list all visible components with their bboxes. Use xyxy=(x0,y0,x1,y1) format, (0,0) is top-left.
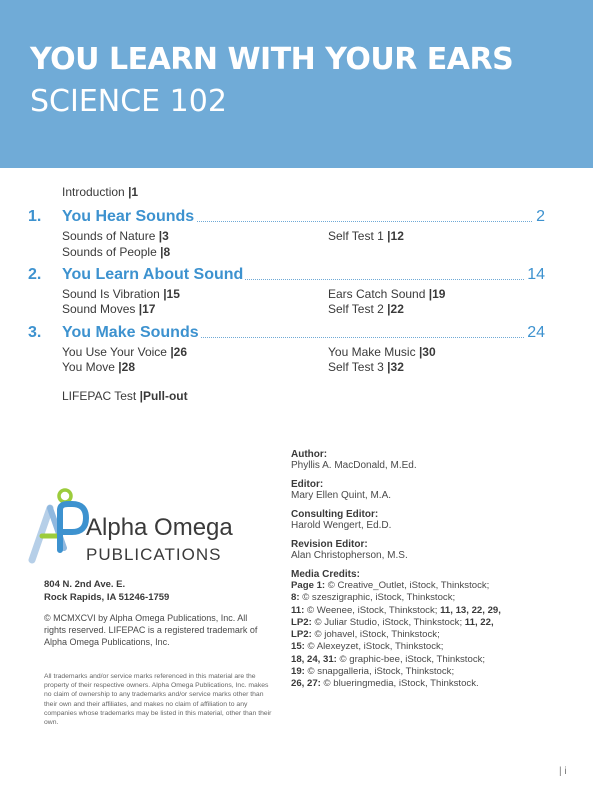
toc-section xyxy=(328,345,436,359)
media-credit-line: Page 1: © Creative_Outlet, iStock, Thinkstock; xyxy=(291,580,490,591)
media-credit-line: 15: © Alexeyzet, iStock, Thinkstock; xyxy=(291,641,444,653)
unit-title: You Learn About Sound xyxy=(62,266,244,283)
book-title: YOU LEARN WITH YOUR EARS xyxy=(30,42,514,77)
media-credit-line: LP2: © johavel, iStock, Thinkstock; xyxy=(291,629,440,641)
section-page: |17 xyxy=(138,302,156,316)
toc-lifepac-test xyxy=(62,389,188,403)
section-page: |22 xyxy=(387,302,404,316)
page-number: | i xyxy=(559,766,567,777)
media-credits-list xyxy=(291,580,581,691)
title-band xyxy=(0,0,593,168)
section-page: |32 xyxy=(387,360,404,374)
section-page: |3 xyxy=(158,229,169,243)
media-credit-line: 19: © snapgalleria, iStock, Thinkstock; xyxy=(291,666,455,678)
lifepac-label: LIFEPAC Test xyxy=(62,389,137,403)
section-page: |28 xyxy=(118,360,135,374)
introduction-label: Introduction xyxy=(62,185,125,199)
section-label: Sound Moves xyxy=(62,302,136,316)
consulting-editor-name: Harold Wengert, Ed.D. xyxy=(291,520,392,531)
toc-section xyxy=(328,287,445,301)
section-page: |26 xyxy=(170,345,188,359)
trademark-notice: All trademarks and/or service marks referenced in this material are the property of their respective owners. Alpha Omega Publications, Inc. makes no claim of ownership to any trademarks and/or service marks other than their own and their affiliates, and makes no claim of affiliation to any companies whose trademarks may be listed in this material, other than their own. xyxy=(44,673,272,727)
toc-section xyxy=(62,345,187,359)
toc-section xyxy=(62,302,155,316)
credits-block xyxy=(291,449,581,691)
section-label: Sound Is Vibration xyxy=(62,287,160,301)
section-label: You Make Music xyxy=(328,345,416,359)
unit-number: 1. xyxy=(28,208,42,225)
toc-section xyxy=(62,229,169,243)
section-page: |15 xyxy=(163,287,180,301)
introduction-page: |1 xyxy=(128,185,139,199)
media-credits-label: Media Credits: xyxy=(291,569,360,580)
media-credit-line: 18, 24, 31: © graphic-bee, iStock, Thinkstock; xyxy=(291,653,486,665)
unit-page: 14 xyxy=(524,266,545,284)
copyright-notice: © MCMXCVI by Alpha Omega Publications, Inc. All rights reserved. LIFEPAC is a registered trademark of Alpha Omega Publications, Inc. xyxy=(44,613,258,647)
media-credit-line: 11: © Weenee, iStock, Thinkstock; 11, 13, 22, 29, xyxy=(291,604,501,616)
publisher-division: PUBLICATIONS xyxy=(86,545,222,564)
editor-name: Mary Ellen Quint, M.A. xyxy=(291,490,392,501)
book-subtitle: SCIENCE 102 xyxy=(30,84,227,119)
toc-section xyxy=(62,287,180,301)
section-label: Ears Catch Sound xyxy=(328,287,426,301)
revision-editor-name: Alan Christopherson, M.S. xyxy=(291,550,408,561)
publisher-name: Alpha Omega xyxy=(86,514,233,541)
media-credit-line: LP2: © Juliar Studio, iStock, Thinkstock; 11, 22, xyxy=(291,616,494,628)
lifepac-page: |Pull-out xyxy=(139,389,188,403)
address-line: Rock Rapids, IA 51246-1759 xyxy=(44,592,170,603)
unit-title: You Make Sounds xyxy=(62,324,199,341)
unit-page: 24 xyxy=(524,324,545,342)
toc-section xyxy=(328,360,404,374)
revision-editor-label: Revision Editor: xyxy=(291,539,368,550)
section-label: Self Test 2 xyxy=(328,302,384,316)
author-name: Phyllis A. MacDonald, M.Ed. xyxy=(291,460,417,471)
consulting-editor-label: Consulting Editor: xyxy=(291,509,379,520)
section-label: Sounds of Nature xyxy=(62,229,156,243)
section-label: Self Test 1 xyxy=(328,229,384,243)
toc-section xyxy=(328,229,404,243)
section-label: Sounds of People xyxy=(62,245,157,259)
unit-number: 3. xyxy=(28,324,42,341)
toc-section xyxy=(328,302,404,316)
unit-page: 2 xyxy=(533,208,545,226)
address-line: 804 N. 2nd Ave. E. xyxy=(44,579,126,590)
publisher-address xyxy=(44,578,169,604)
section-label: You Use Your Voice xyxy=(62,345,167,359)
editor-label: Editor: xyxy=(291,479,324,490)
toc-section xyxy=(62,360,135,374)
section-page: |30 xyxy=(418,345,436,359)
section-page: |19 xyxy=(428,287,446,301)
section-label: You Move xyxy=(62,360,115,374)
section-label: Self Test 3 xyxy=(328,360,384,374)
media-credit-line: 26, 27: © blueringmedia, iStock, Thinkstock. xyxy=(291,678,479,690)
unit-title: You Hear Sounds xyxy=(62,208,195,225)
unit-number: 2. xyxy=(28,266,42,283)
media-credit-line: 8: © szeszigraphic, iStock, Thinkstock; xyxy=(291,592,456,604)
toc-section xyxy=(62,245,170,259)
section-page: |8 xyxy=(160,245,171,259)
section-page: |12 xyxy=(387,229,404,243)
toc-introduction xyxy=(62,185,138,199)
author-label: Author: xyxy=(291,449,328,460)
